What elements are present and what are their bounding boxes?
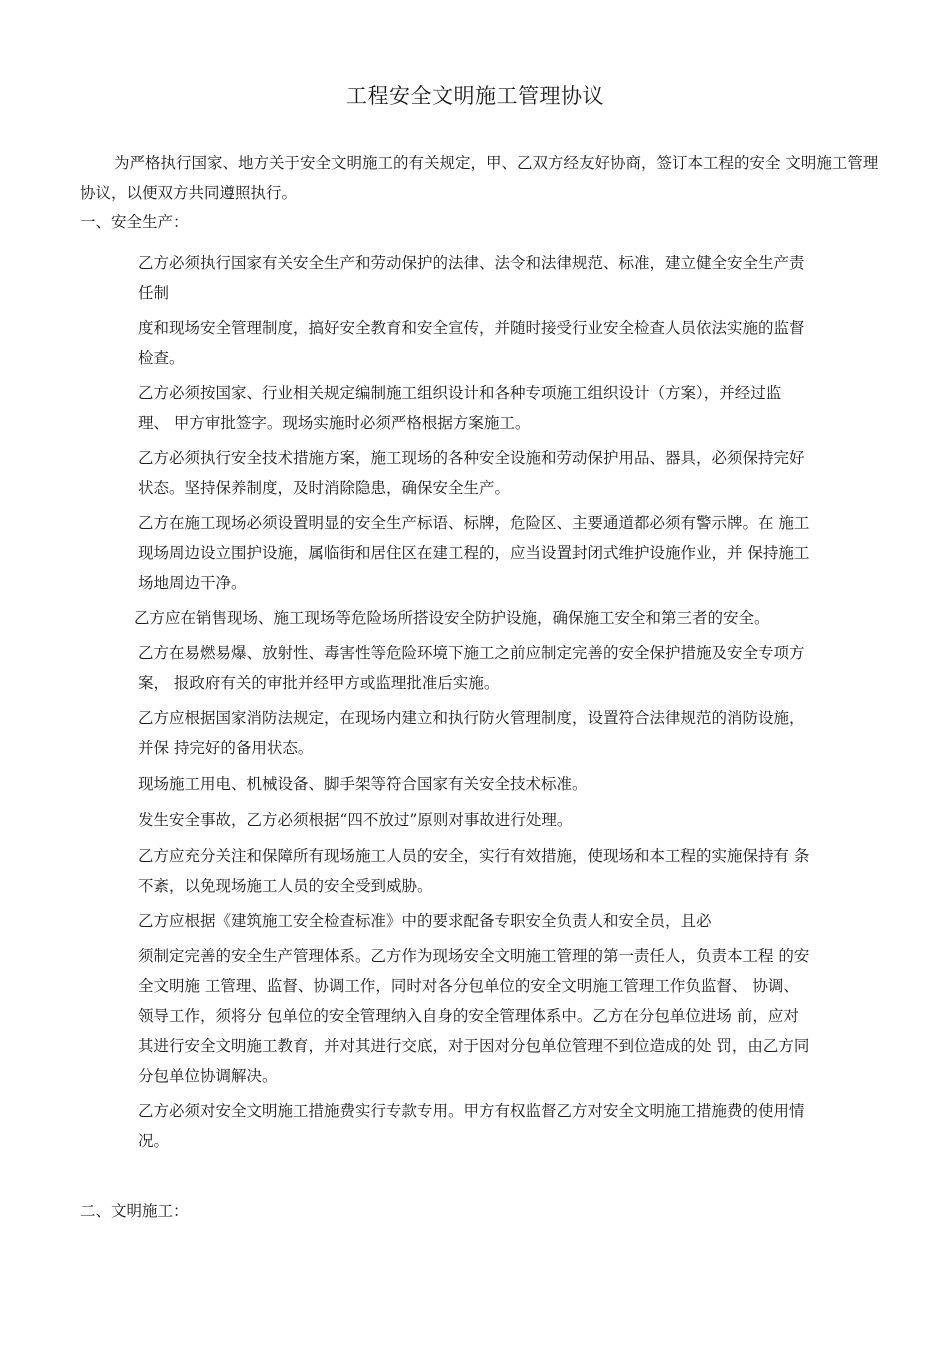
clause-item	[138, 313, 884, 373]
clause-item	[138, 248, 884, 308]
clause-item	[134, 603, 884, 633]
clause-line: 乙方必须按国家、行业相关规定编制施工组织设计和各种专项施工组织设计（方案），并经过监	[138, 384, 782, 402]
clause-line: 分包单位协调解决。	[138, 1067, 278, 1085]
clause-line: 况。	[138, 1132, 170, 1150]
clause-item	[138, 703, 884, 763]
clause-line: 乙方必须对安全文明施工措施费实行专款专用。甲方有权监督乙方对安全文明施工措施费的使用情	[138, 1102, 805, 1120]
section-heading-civilized: 二、文明施工：	[80, 1202, 189, 1220]
clause-line: 乙方应充分关注和保障所有现场施工人员的安全，实行有效措施，使现场和本工程的实施保持有 条	[138, 847, 810, 865]
intro-paragraph: 为严格执行国家、地方关于安全文明施工的有关规定，甲、乙双方经友好协商，签订本工程的安全 文明施工管理协议，以便双方共同遵照执行。	[80, 154, 879, 202]
clause-item	[138, 769, 884, 799]
clause-line: 乙方必须执行国家有关安全生产和劳动保护的法律、法令和法律规范、标准，建立健全安全生产责	[138, 254, 805, 272]
section-heading-safety: 一、安全生产：	[80, 213, 189, 231]
clause-line: 理、 甲方审批签字。现场实施时必须严格根据方案施工。	[138, 414, 531, 432]
clause-line: 乙方必须执行安全技术措施方案，施工现场的各种安全设施和劳动保护用品、器具，必须保持完好	[138, 449, 805, 467]
clause-item	[138, 906, 884, 936]
clause-line: 现场施工用电、机械设备、脚手架等符合国家有关安全技术标准。	[138, 775, 588, 793]
clause-line: 其进行安全文明施工教育，并对其进行交底，对于因对分包单位管理不到位造成的处 罚，由乙方同	[138, 1037, 810, 1055]
clause-line: 乙方在易燃易爆、放射性、毒害性等危险环境下施工之前应制定完善的安全保护措施及安全专项方	[138, 644, 805, 662]
clause-line: 任制	[138, 284, 170, 302]
clause-item	[138, 941, 884, 1091]
clause-line: 度和现场安全管理制度，搞好安全教育和安全宣传，并随时接受行业安全检查人员依法实施的监督	[138, 319, 805, 337]
clause-line: 发生安全事故，乙方必须根据“四不放过”原则对事故进行处理。	[138, 811, 573, 829]
clause-line: 并保 持完好的备用状态。	[138, 739, 314, 757]
clause-item	[138, 508, 884, 598]
clause-item	[138, 638, 884, 698]
clause-item	[138, 443, 884, 503]
clause-line: 乙方在施工现场必须设置明显的安全生产标语、标牌，危险区、主要通道都必须有警示牌。在 施工	[138, 514, 810, 532]
clause-line: 乙方应根据《建筑施工安全检查标准》中的要求配备专职安全负责人和安全员，且必	[138, 912, 712, 930]
clause-line: 全文明施 工管理、监督、协调工作，同时对各分包单位的安全文明施工管理工作负监督、 协调、	[138, 977, 799, 995]
clause-line: 乙方应在销售现场、施工现场等危险场所搭设安全防护设施，确保施工安全和第三者的安全。	[134, 609, 770, 627]
clause-line: 状态。坚持保养制度，及时消除隐患，确保安全生产。	[138, 479, 511, 497]
clause-item	[138, 1096, 884, 1156]
clause-item	[138, 805, 884, 835]
clause-line: 现场周边设立围护设施，属临街和居住区在建工程的，应当设置封闭式维护设施作业，并 保持施工	[138, 544, 810, 562]
clause-line: 案， 报政府有关的审批并经甲方或监理批准后实施。	[138, 674, 500, 692]
clause-line: 乙方应根据国家消防法规定，在现场内建立和执行防火管理制度，设置符合法律规范的消防设施，	[138, 709, 805, 727]
clause-item	[138, 841, 884, 901]
document-title: 工程安全文明施工管理协议	[346, 84, 604, 108]
clause-line: 不紊，以免现场施工人员的安全受到威胁。	[138, 877, 433, 895]
clause-line: 场地周边干净。	[138, 574, 247, 592]
clause-line: 检查。	[138, 349, 185, 367]
clause-line: 须制定完善的安全生产管理体系。乙方作为现场安全文明施工管理的第一责任人，负责本工程 的安	[138, 947, 810, 965]
clause-line: 领导工作，须将分 包单位的安全管理纳入自身的安全管理体系中。乙方在分包单位进场 前，应对	[138, 1007, 799, 1025]
clause-item	[138, 378, 884, 438]
safety-clause-list	[134, 248, 884, 1161]
